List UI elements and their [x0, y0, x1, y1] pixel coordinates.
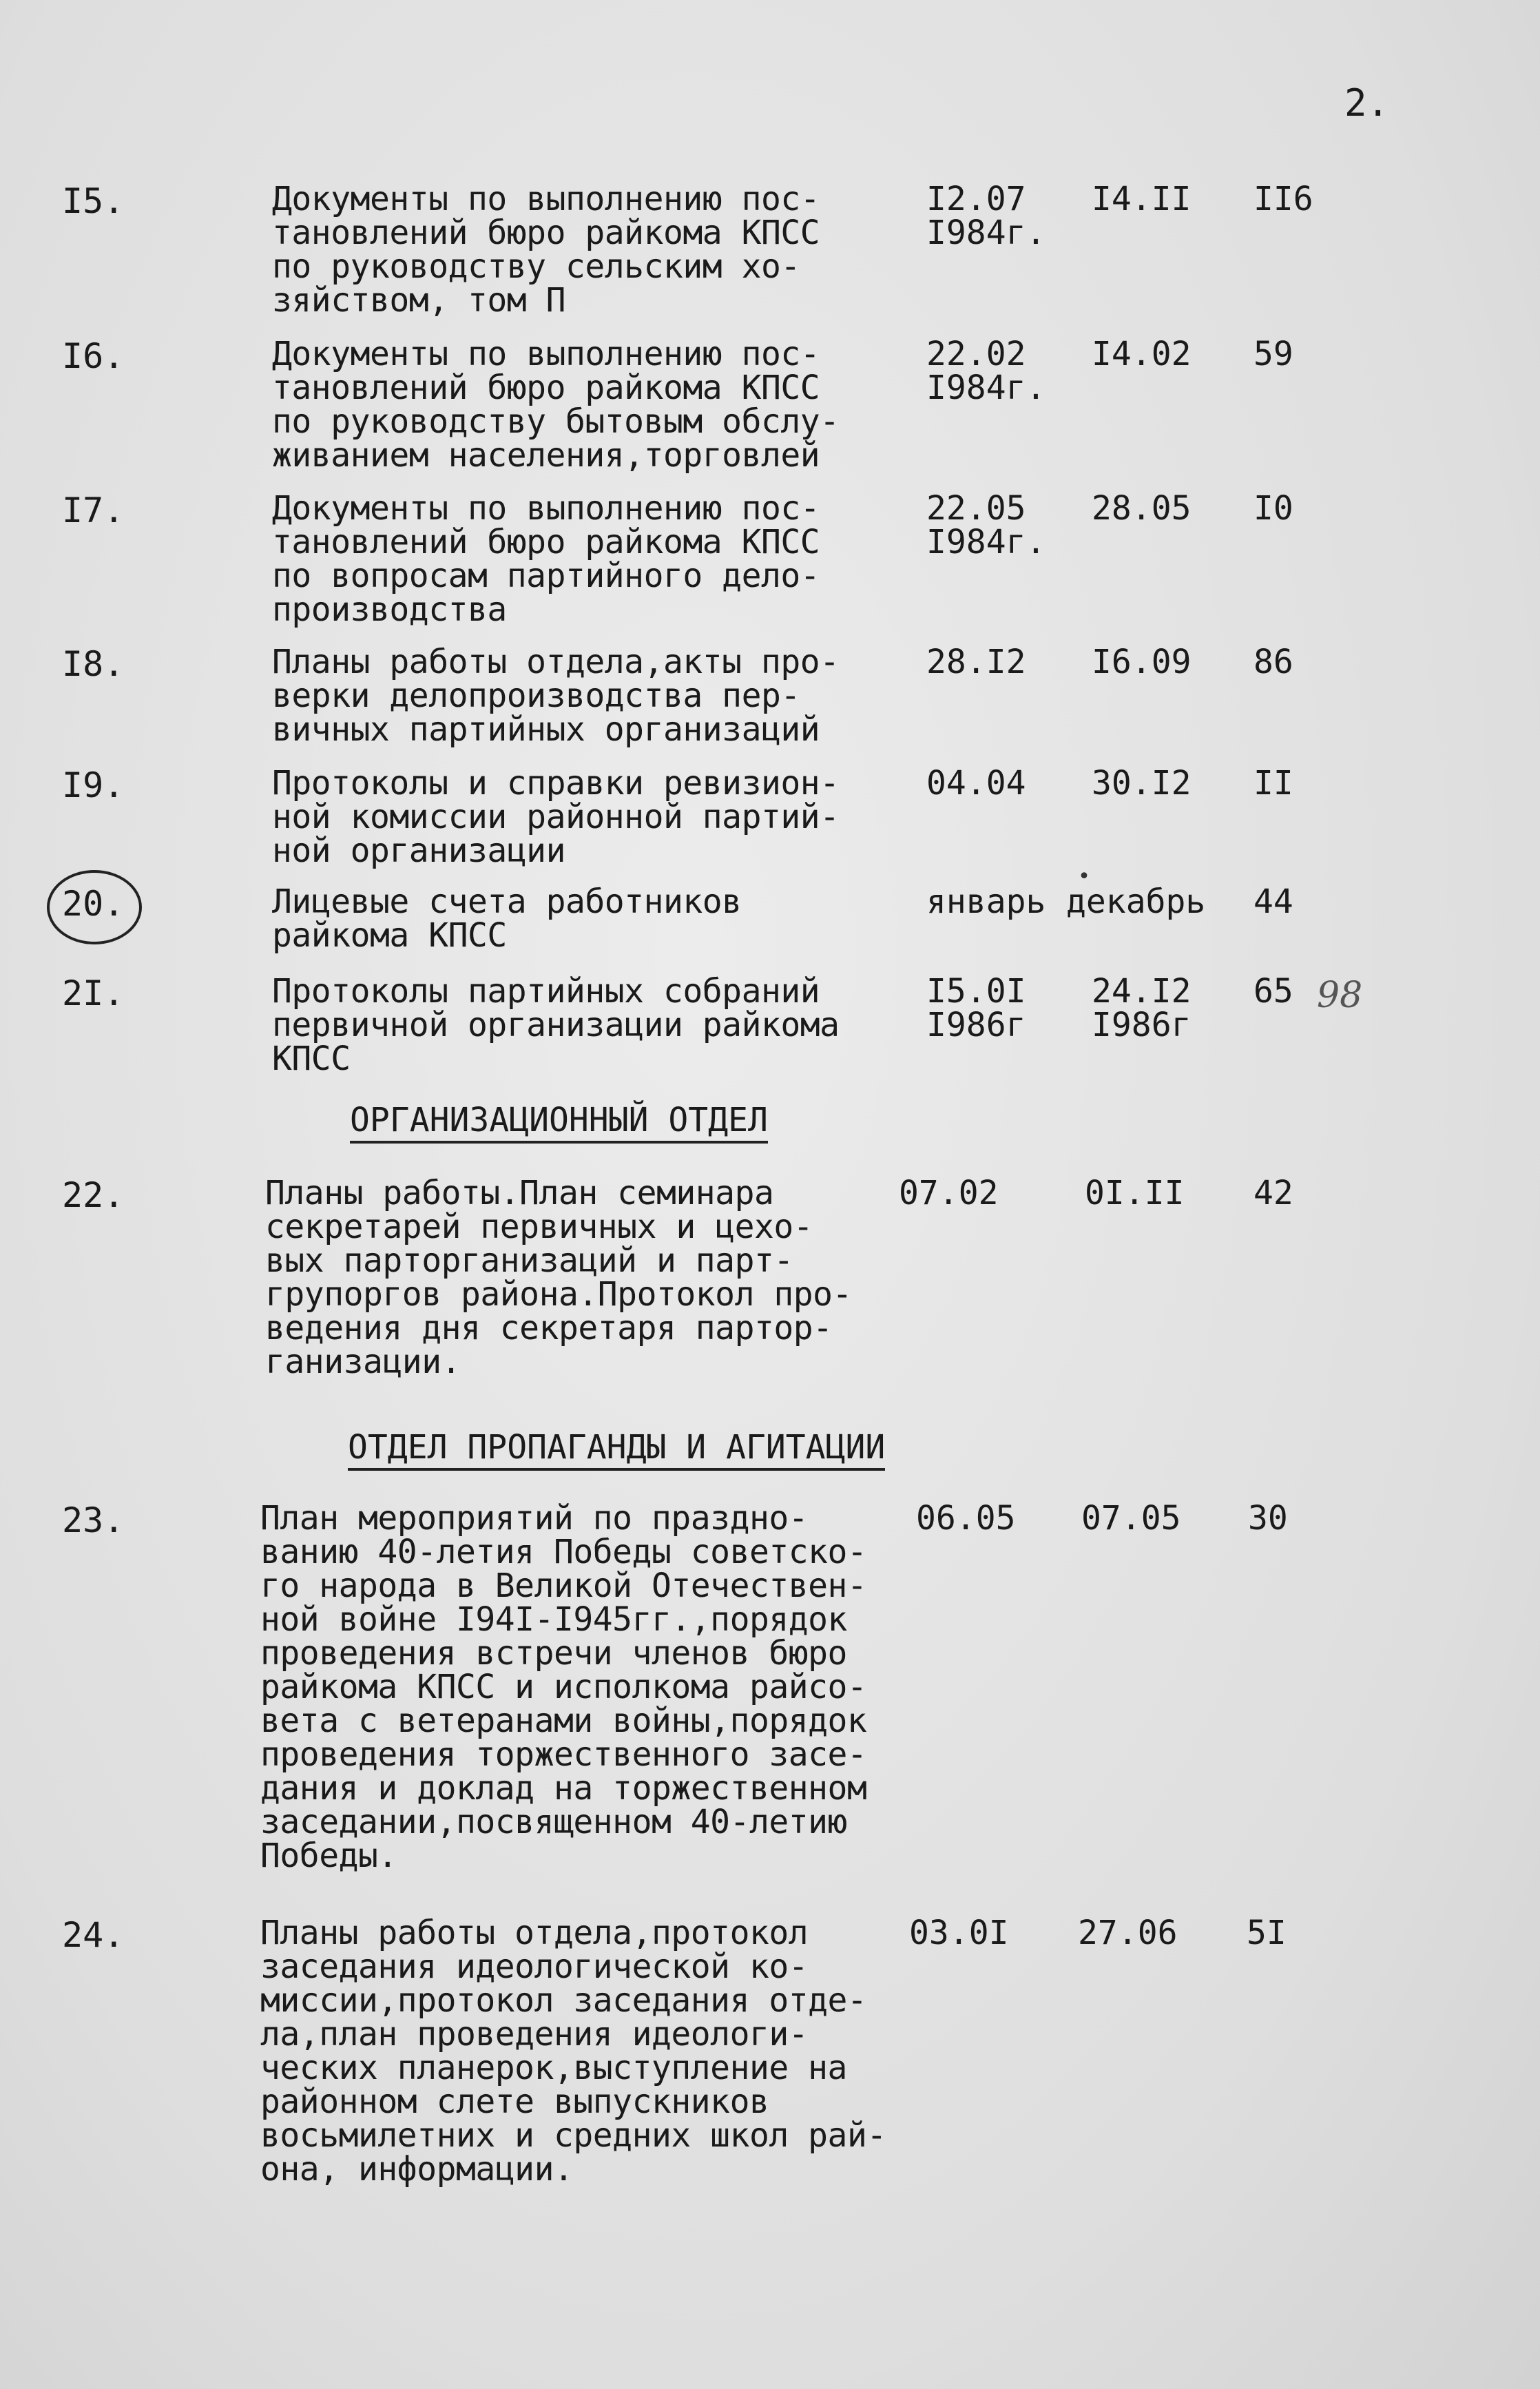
- entry-number: 20.: [62, 884, 125, 924]
- entry-number: 22.: [62, 1175, 125, 1215]
- entry-start-date: 03.0I: [909, 1914, 1009, 1952]
- entry-number: I8.: [62, 644, 125, 684]
- entry-start-date: 28.I2: [926, 643, 1026, 681]
- entry-title: Планы работы отдела,акты про- верки делопроизводства пер- вичных партийных организаций: [272, 643, 840, 749]
- entry-title: План мероприятий по праздно- ванию 40-летия Победы советско- го народа в Великой Отечествен- ной войне I94I-I945гг.,порядок проведения встречи членов бюро райкома КПСС и исполкома райсо- вета с ветеранами войны,порядок проведения торжественного засе- дания и доклад на торжественном заседании,посвященном 40-летию Победы.: [260, 1499, 867, 1875]
- entry-start-date: 06.05: [916, 1499, 1016, 1538]
- entry-end-date: I4.02: [1092, 335, 1192, 373]
- entry-sheet-count: 30: [1248, 1499, 1288, 1538]
- entry-sheet-count: 86: [1253, 643, 1293, 681]
- entry-sheet-count: II6: [1253, 180, 1313, 218]
- entry-number: I6.: [62, 336, 125, 376]
- entry-start-date: 07.02: [899, 1174, 999, 1212]
- entry-title: Протоколы партийных собраний первичной организации райкома КПСС: [272, 972, 840, 1078]
- entry-title: Планы работы отдела,протокол заседания идеологической ко- миссии,протокол заседания отде- ла,план проведения идеологи- ческих планерок,выступление на районном слете выпускников восьмилетних и средних школ рай- она, информации.: [260, 1914, 886, 2189]
- entry-number: 23.: [62, 1500, 125, 1540]
- entry-start-date: 22.05 I984г.: [926, 489, 1046, 561]
- entry-title: Документы по выполнению пос- тановлений бюро райкома КПСС по руководству бытовым обслу- живанием населения,торговлей: [272, 335, 840, 475]
- ink-mark: •: [1078, 865, 1091, 889]
- entry-title: Планы работы.План семинара секретарей первичных и цехо- вых парторганизаций и парт- групоргов района.Протокол про- ведения дня секретаря партор- ганизации.: [265, 1174, 852, 1381]
- entry-title: Документы по выполнению пос- тановлений бюро райкома КПСС по руководству сельским хо- зяйством, том П: [272, 180, 820, 320]
- entry-start-date: январь: [926, 882, 1046, 921]
- entry-title: Протоколы и справки ревизион- ной комиссии районной партий- ной организации: [272, 764, 840, 870]
- entry-end-date: I6.09: [1092, 643, 1192, 681]
- entry-start-date: 22.02 I984г.: [926, 335, 1046, 407]
- entry-sheet-count: 59: [1253, 335, 1293, 373]
- entry-sheet-count: 42: [1253, 1174, 1293, 1212]
- entry-end-date: 27.06: [1078, 1914, 1178, 1952]
- entry-title: Документы по выполнению пос- тановлений бюро райкома КПСС по вопросам партийного дело- производства: [272, 489, 820, 629]
- handwritten-note: 98: [1317, 975, 1363, 1016]
- entry-end-date: 28.05: [1092, 489, 1192, 528]
- entry-number: I7.: [62, 490, 125, 530]
- entry-end-date: 30.I2: [1092, 764, 1192, 803]
- entry-end-date: 24.I2 I986г: [1092, 972, 1192, 1044]
- section-heading: ОТДЕЛ ПРОПАГАНДЫ И АГИТАЦИИ: [348, 1429, 885, 1471]
- entry-start-date: 04.04: [926, 764, 1026, 803]
- page-number: 2.: [1344, 81, 1390, 125]
- entry-start-date: I2.07 I984г.: [926, 180, 1046, 252]
- entry-number: 24.: [62, 1915, 125, 1955]
- entry-number: 2I.: [62, 973, 125, 1013]
- entry-end-date: I4.II: [1092, 180, 1192, 218]
- entry-sheet-count: 5I: [1247, 1914, 1287, 1952]
- section-heading: ОРГАНИЗАЦИОННЫЙ ОТДЕЛ: [350, 1102, 768, 1144]
- entry-end-date: декабрь: [1066, 882, 1206, 921]
- entry-number: I5.: [62, 181, 125, 221]
- entry-sheet-count: 65: [1253, 972, 1293, 1011]
- entry-sheet-count: II: [1253, 764, 1293, 803]
- entry-title: Лицевые счета работников райкома КПСС: [272, 882, 742, 955]
- entry-end-date: 0I.II: [1085, 1174, 1185, 1212]
- entry-sheet-count: 44: [1253, 882, 1293, 921]
- entry-number: I9.: [62, 765, 125, 805]
- entry-start-date: I5.0I I986г: [926, 972, 1026, 1044]
- entry-sheet-count: I0: [1253, 489, 1293, 528]
- entry-end-date: 07.05: [1081, 1499, 1181, 1538]
